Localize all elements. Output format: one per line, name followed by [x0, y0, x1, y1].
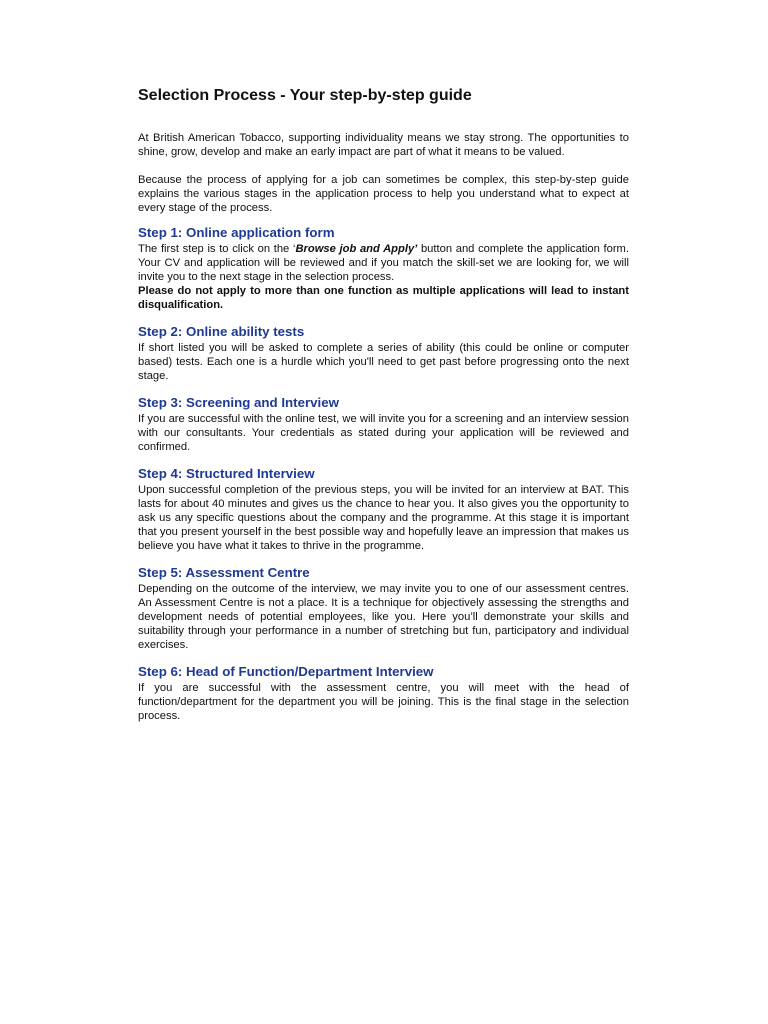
- browse-job-apply-reference: Browse job and Apply’: [295, 243, 418, 255]
- step-4-text: Upon successful completion of the previous steps, you will be invited for an interview at BAT. This lasts for about 40 minutes and gives us the chance to hear you. It also gives you the opportunity to ask us any specific questions about the company and the programme. At this stage it is important that you present yourself in the best possible way and hopefully leave an impression that makes us believe you have what it takes to thrive in the programme.: [138, 484, 629, 552]
- step-6-section: [138, 664, 629, 723]
- step-6-heading: Step 6: Head of Function/Department Interview: [138, 664, 434, 679]
- step-1-text: [138, 242, 629, 284]
- step-1-section: [138, 225, 629, 312]
- step-3-section: [138, 395, 629, 454]
- step-1-warning: Please do not apply to more than one function as multiple applications will lead to instant disqualification.: [138, 285, 629, 311]
- step-1-text-after: button and complete the application form. Your CV and application will be reviewed and if you match the skill-set we are looking for, we will invite you to the next stage in the selection process.: [138, 243, 629, 283]
- intro-paragraph-1: At British American Tobacco, supporting individuality means we stay strong. The opportunities to shine, grow, develop and make an early impact are part of what it means to be valued.: [138, 132, 629, 158]
- step-3-heading: Step 3: Screening and Interview: [138, 395, 339, 410]
- step-5-heading: Step 5: Assessment Centre: [138, 565, 310, 580]
- intro-paragraph-2: Because the process of applying for a job can sometimes be complex, this step-by-step guide explains the various stages in the application process to help you understand what to expect at every stage of the process.: [138, 174, 629, 214]
- page-title: Selection Process - Your step-by-step guide: [138, 87, 472, 104]
- step-1-text-before: The first step is to click on the ‘: [138, 243, 296, 255]
- step-2-section: [138, 324, 629, 383]
- step-1-heading: Step 1: Online application form: [138, 225, 335, 240]
- step-5-section: [138, 565, 629, 652]
- step-4-section: [138, 466, 629, 553]
- step-4-heading: Step 4: Structured Interview: [138, 466, 315, 481]
- step-6-text: If you are successful with the assessment centre, you will meet with the head of function/department for the department you will be joining. This is the final stage in the selection process.: [138, 682, 629, 722]
- step-2-heading: Step 2: Online ability tests: [138, 324, 305, 339]
- step-5-text: Depending on the outcome of the interview, we may invite you to one of our assessment centres. An Assessment Centre is not a place. It is a technique for objectively assessing the strengths and development needs of potential employees, like you. Here you’ll demonstrate your skills and suitability through your performance in a number of stretching but fun, participatory and individual exercises.: [138, 583, 629, 651]
- document-page: [138, 86, 629, 723]
- step-3-text: If you are successful with the online test, we will invite you for a screening and an interview session with our consultants. Your credentials as stated during your application will be reviewed and confirmed.: [138, 413, 629, 453]
- step-2-text: If short listed you will be asked to complete a series of ability (this could be online or computer based) tests. Each one is a hurdle which you'll need to get past before progressing onto the next stage.: [138, 342, 629, 382]
